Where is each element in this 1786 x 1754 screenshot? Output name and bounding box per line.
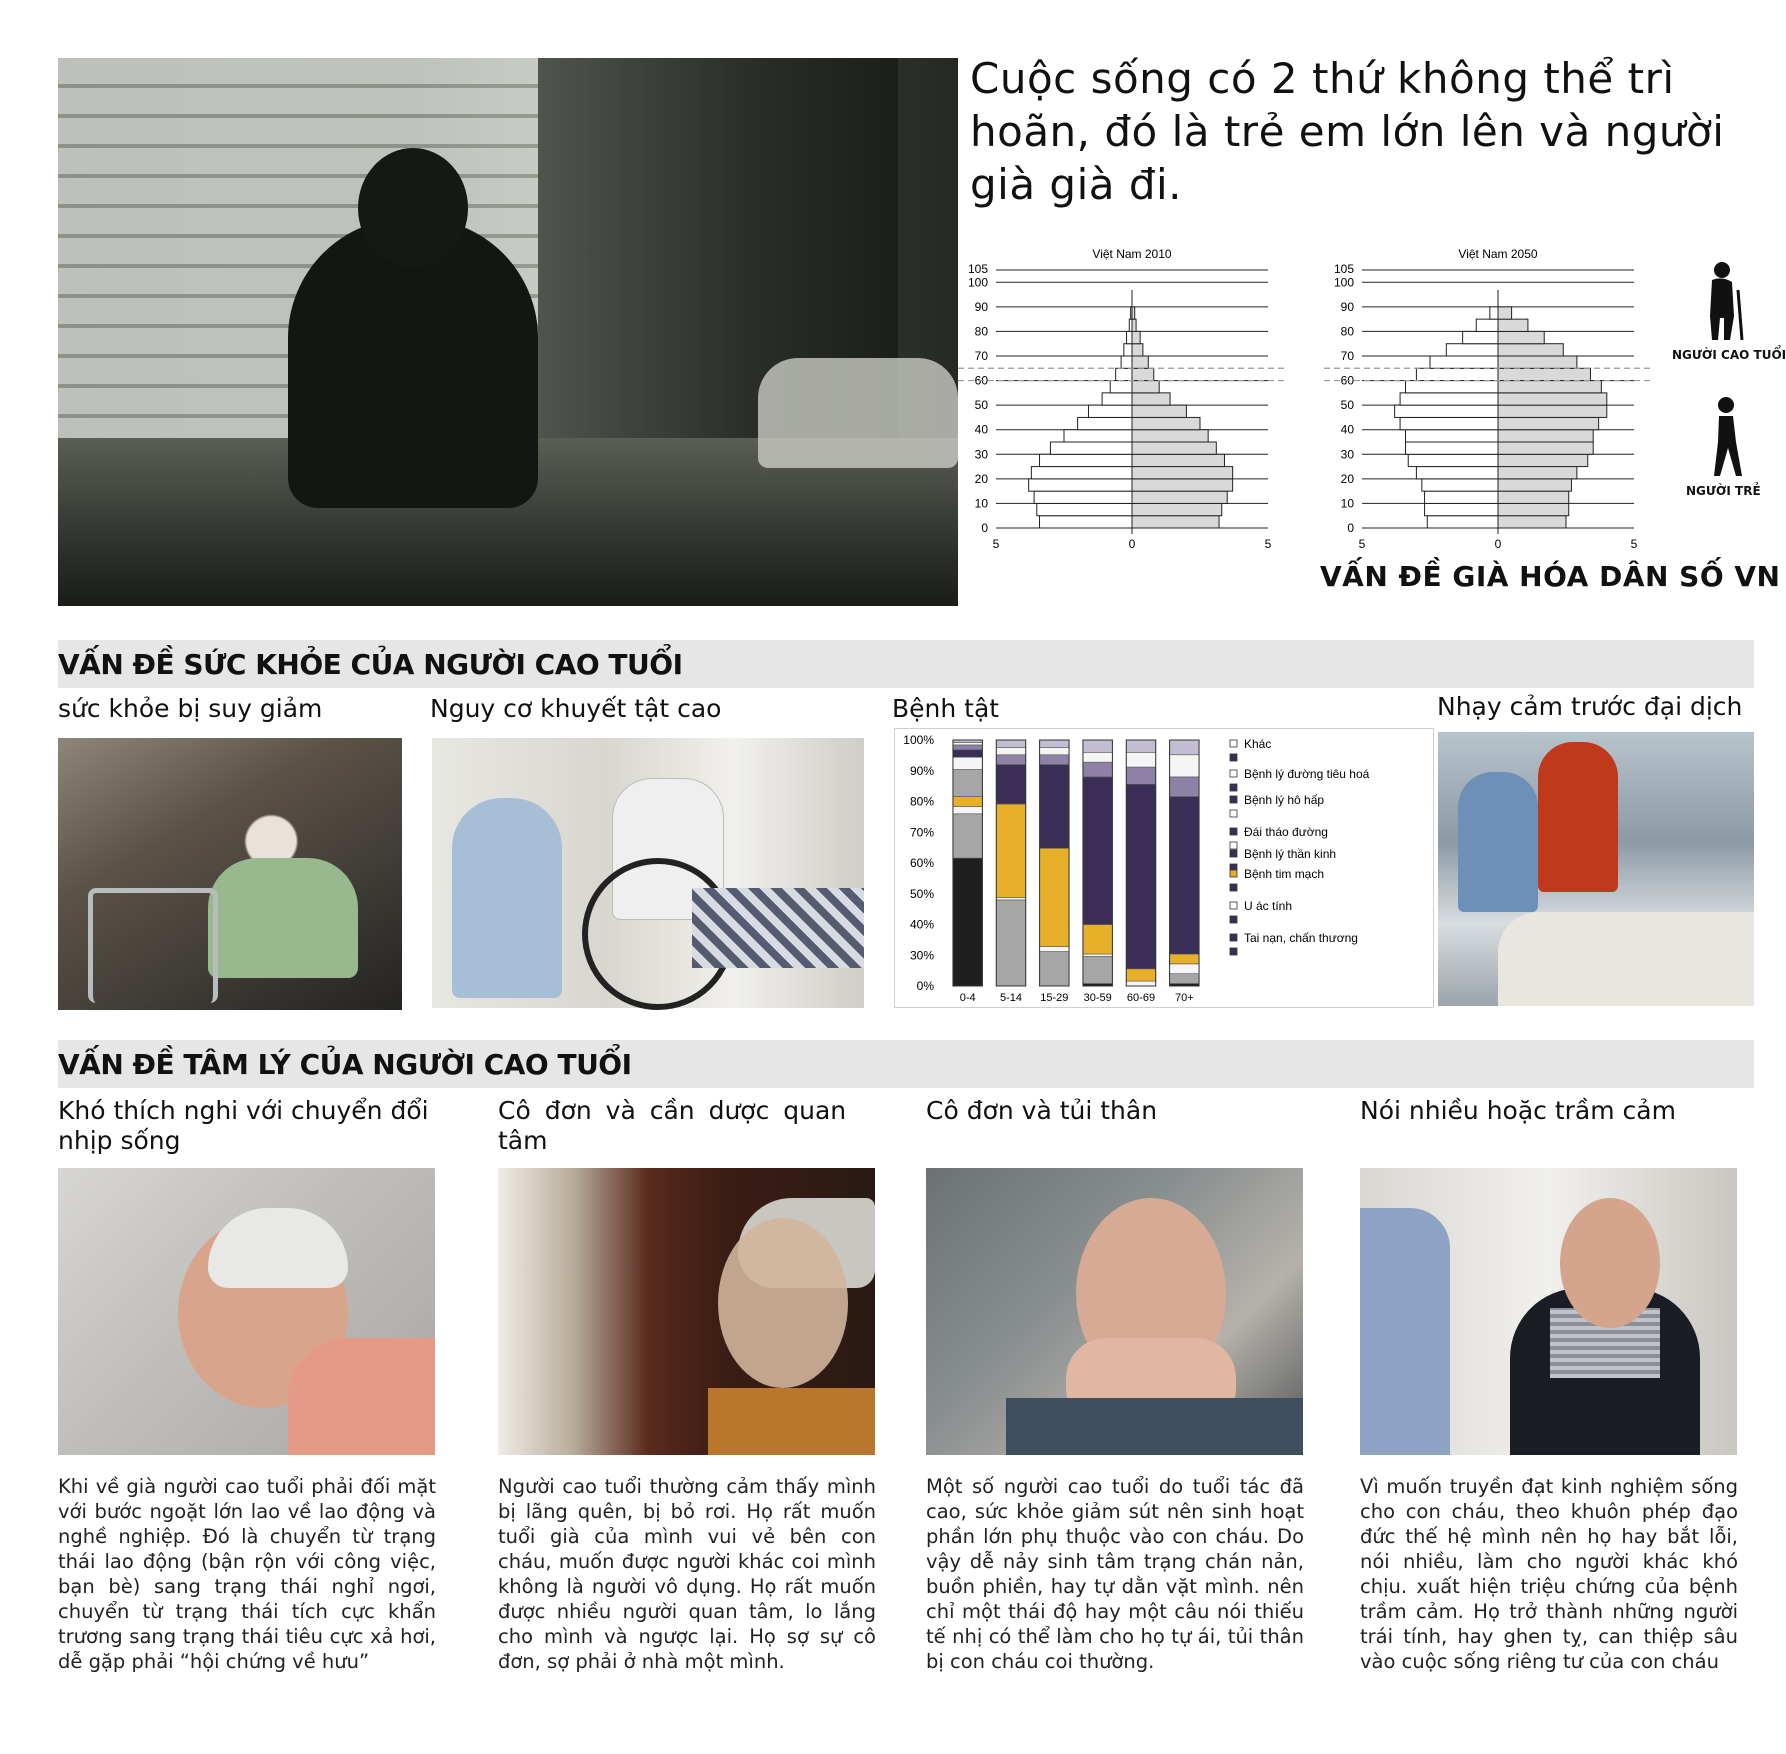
- y-tick-label: 60: [974, 373, 988, 388]
- pyramid-bar-male: [1400, 393, 1498, 405]
- y-tick-label: 0%: [916, 979, 934, 993]
- psych-text-lonely-care: Người cao tuổi thường cảm thấy mình bị lãng quên, bị bỏ rơi. Họ rất muốn tuổi già của mình vui vẻ bên con cháu, muốn được người khác coi mình không là người vô dụng. Họ rất muốn được nhiều người quan tâm, lo lắng cho mình và ngược lại. Họ sợ sự cô đơn, sợ phải ở nhà một mình.: [498, 1475, 876, 1673]
- x-tick-label: 5: [1630, 537, 1638, 551]
- y-tick-label: 10: [1340, 496, 1354, 511]
- pyramid-bar-male: [1121, 356, 1132, 368]
- caregiver: [1360, 1208, 1450, 1455]
- y-tick-label: 90%: [909, 763, 934, 778]
- pyramid-bar-male: [1425, 503, 1498, 515]
- pyramid-bar-female: [1498, 454, 1588, 466]
- legend-swatch: [1230, 948, 1237, 955]
- young-label: NGƯỜI TRẺ: [1686, 484, 1761, 498]
- pyramid-bar-male: [1078, 417, 1132, 429]
- legend-label: Tai nạn, chấn thương: [1244, 931, 1358, 945]
- pyramid-bar-male: [1400, 417, 1498, 429]
- elderly-label: NGƯỜI CAO TUỔI: [1672, 348, 1786, 362]
- pyramid-bar-male: [1127, 331, 1132, 343]
- bar-segment: [1126, 752, 1155, 767]
- bar-segment: [1083, 740, 1112, 752]
- bar-segment: [953, 757, 982, 769]
- pyramid-bar-male: [1406, 442, 1498, 454]
- hero-photo-elderly-at-window: [58, 58, 958, 606]
- y-tick-label: 30: [1340, 447, 1354, 462]
- pyramid-bar-female: [1132, 430, 1208, 442]
- health-heading-pandemic: Nhạy cảm trước đại dịch: [1437, 692, 1743, 721]
- bar-segment: [1040, 952, 1069, 986]
- pyramid-bar-female: [1498, 417, 1599, 429]
- pyramid-bar-female: [1498, 430, 1593, 442]
- pyramid-bar-male: [1124, 344, 1132, 356]
- y-tick-label: 30%: [909, 948, 934, 963]
- bar-segment: [996, 747, 1025, 754]
- y-tick-label: 40: [1340, 422, 1354, 437]
- pyramid-bar-female: [1498, 467, 1577, 479]
- pyramid-bar-female: [1132, 344, 1143, 356]
- y-tick-label: 60%: [909, 856, 934, 870]
- health-heading-disease: Bệnh tật: [892, 694, 1000, 723]
- psych-text-self-pity: Một số người cao tuổi do tuổi tác đã cao, sức khỏe giảm sút nên sinh hoạt phần lớn phụ thuộc vào con cháu. Do vậy dễ nảy sinh tâm trạng chán nản, buồn phiền, hay tự dằn vặt mình. nên chỉ một thái độ hay một câu nói thiếu tế nhị có thể làm cho họ tự ái, tủi thân bị con cháu coi thường.: [926, 1475, 1304, 1673]
- pyramid-bar-male: [1446, 344, 1498, 356]
- legend-label: Bệnh tim mạch: [1244, 867, 1325, 881]
- bar-segment: [1040, 747, 1069, 754]
- bed-cover: [692, 888, 864, 968]
- pyramid-bar-male: [1408, 454, 1498, 466]
- x-tick-label: 5: [1358, 537, 1366, 551]
- pyramid-bar-male: [1416, 368, 1498, 380]
- y-tick-label: 80: [1340, 324, 1354, 339]
- y-tick-label: 20: [974, 471, 988, 486]
- legend-label: U ác tính: [1244, 899, 1293, 913]
- legend-swatch: [1230, 754, 1237, 761]
- pyramid-title: Việt Nam 2050: [1458, 247, 1538, 261]
- legend-label: Bệnh lý hô hấp: [1244, 793, 1325, 807]
- pyramid-bar-male: [1031, 467, 1132, 479]
- pyramid-bar-female: [1132, 417, 1200, 429]
- pyramid-bar-female: [1498, 516, 1566, 528]
- legend-swatch: [1230, 850, 1237, 857]
- y-tick-label: 70%: [909, 825, 934, 840]
- pyramid-bar-male: [1406, 381, 1498, 393]
- pyramid-bar-female: [1132, 479, 1233, 491]
- pyramid-bar-male: [1463, 331, 1498, 343]
- photo-nurse-wheelchair: [432, 738, 864, 1008]
- pyramid-bar-male: [1406, 430, 1498, 442]
- pyramid-bar-female: [1132, 331, 1140, 343]
- pyramid-section-title: VẤN ĐỀ GIÀ HÓA DÂN SỐ VN: [1320, 560, 1781, 593]
- pyramid-bar-male: [1476, 319, 1498, 331]
- pyramid-bar-male: [1102, 393, 1132, 405]
- psych-heading-adapt: Khó thích nghi với chuyển đổi nhịp sống: [58, 1096, 429, 1155]
- bar-segment: [953, 797, 982, 807]
- y-tick-label: 60: [1340, 373, 1354, 388]
- bar-segment: [953, 750, 982, 757]
- elderly-head: [358, 148, 468, 268]
- bar-segment: [1126, 969, 1155, 981]
- bar-segment: [1170, 797, 1199, 954]
- x-tick-label: 30-59: [1083, 992, 1112, 1004]
- legend-swatch: [1230, 902, 1237, 909]
- bar-segment: [1170, 755, 1199, 777]
- legend-swatch: [1230, 934, 1237, 941]
- bar-segment: [953, 770, 982, 797]
- health-heading-decline: sức khỏe bị suy giảm: [58, 694, 323, 723]
- pyramid-bar-male: [1110, 381, 1132, 393]
- pyramid-bar-female: [1132, 491, 1227, 503]
- photo-pensive-elderly-man: [58, 1168, 435, 1455]
- pyramid-bar-female: [1498, 479, 1571, 491]
- pyramid-bar-male: [1064, 430, 1132, 442]
- legend-swatch: [1230, 870, 1237, 877]
- bar-segment: [1083, 752, 1112, 762]
- bar-segment: [1040, 740, 1069, 747]
- bar-segment: [1170, 740, 1199, 755]
- x-tick-label: 0: [1494, 537, 1502, 551]
- pyramid-bar-female: [1132, 381, 1159, 393]
- y-tick-label: 90: [974, 299, 988, 314]
- bar-segment: [996, 755, 1025, 765]
- legend-swatch: [1230, 916, 1237, 923]
- pyramid-bar-male: [1037, 503, 1132, 515]
- pyramid-bar-female: [1498, 442, 1593, 454]
- headline-quote: Cuộc sống có 2 thứ không thể trì hoãn, đó là trẻ em lớn lên và người già già đi.: [970, 54, 1725, 209]
- psych-text-adapt: Khi về già người cao tuổi phải đối mặt với bước ngoặt lớn lao về lao động và nghề nghiệp. Đó là chuyển từ trạng thái lao động (bận rộn với công việc, bạn bè) sang trạng thái nghỉ ngơi, chuyển từ trạng thái tích cực khẩn trương sang trạng thái tiêu cực xả hơi, dễ gặp phải “hội chứng về hưu”: [58, 1475, 436, 1673]
- legend-label: Khác: [1244, 737, 1272, 751]
- bar-segment: [1040, 755, 1069, 765]
- photo-elderly-woman-hands-clasped: [926, 1168, 1303, 1455]
- bar-segment: [953, 742, 982, 744]
- pyramid-bar-male: [1050, 442, 1132, 454]
- y-tick-label: 40%: [909, 917, 934, 932]
- x-tick-label: 15-29: [1040, 992, 1069, 1004]
- bar-segment: [996, 900, 1025, 986]
- pyramid-bar-female: [1132, 442, 1216, 454]
- bar-segment: [1083, 954, 1112, 956]
- psych-text-talkative: Vì muốn truyền đạt kinh nghiệm sống cho con cháu, theo khuôn phép đạo đức thế hệ mình nên họ hay bắt lỗi, nói nhiều, làm cho người khác khó chịu. xuất hiện triệu chứng của bệnh trầm cảm. Họ trở thành những người trái tính, hay ghen tỵ, can thiệp sâu vào cuộc sống riêng tư của con cháu: [1360, 1475, 1738, 1673]
- y-tick-label: 0: [1347, 521, 1354, 535]
- bar-segment: [996, 765, 1025, 804]
- pyramid-bar-female: [1498, 503, 1569, 515]
- pyramid-bar-male: [1490, 307, 1498, 319]
- bar-segment: [1170, 974, 1199, 984]
- bar-segment: [1083, 762, 1112, 777]
- legend-swatch: [1230, 884, 1237, 891]
- pyramid-bar-male: [1088, 405, 1132, 417]
- bar-segment: [1083, 925, 1112, 955]
- pyramid-bar-female: [1498, 405, 1607, 417]
- pyramid-bar-male: [1427, 516, 1498, 528]
- legend-swatch: [1230, 828, 1237, 835]
- pyramid-bar-female: [1132, 368, 1154, 380]
- bar-segment: [1126, 740, 1155, 752]
- photo-elderly-woman-window: [498, 1168, 875, 1455]
- bar-segment: [953, 745, 982, 750]
- legend-swatch: [1230, 770, 1237, 777]
- y-tick-label: 100%: [903, 733, 934, 747]
- bar-segment: [1083, 956, 1112, 983]
- pillow: [758, 358, 958, 468]
- pyramid-bar-female: [1132, 467, 1233, 479]
- pyramid-bar-male: [1116, 368, 1132, 380]
- population-pyramid-2050: [1324, 240, 1654, 552]
- pyramid-title: Việt Nam 2010: [1092, 247, 1172, 261]
- bar-segment: [1170, 954, 1199, 964]
- y-tick-label: 50: [1340, 398, 1354, 413]
- nurse: [452, 798, 562, 998]
- bar-segment: [1040, 765, 1069, 849]
- pyramid-bar-female: [1498, 307, 1512, 319]
- pyramid-bar-female: [1132, 393, 1170, 405]
- bar-segment: [1040, 947, 1069, 952]
- y-tick-label: 70: [974, 349, 988, 363]
- bar-segment: [953, 806, 982, 813]
- medical-worker-blue: [1458, 772, 1538, 912]
- bar-segment: [953, 814, 982, 858]
- pyramid-bar-male: [1416, 467, 1498, 479]
- x-tick-label: 60-69: [1126, 992, 1156, 1004]
- pyramid-bar-female: [1132, 516, 1219, 528]
- young-person-icon: [1704, 396, 1748, 478]
- pyramid-bar-female: [1498, 319, 1528, 331]
- elderly-person-icon: [1700, 260, 1748, 342]
- y-tick-label: 105: [1333, 262, 1354, 276]
- bar-segment: [1126, 767, 1155, 784]
- bar-segment: [1170, 777, 1199, 797]
- y-tick-label: 10: [974, 496, 988, 511]
- x-tick-label: 70+: [1174, 992, 1194, 1004]
- legend-swatch: [1230, 740, 1237, 747]
- y-tick-label: 90: [1340, 299, 1354, 314]
- disease-stacked-bar-chart: [894, 728, 1434, 1008]
- bar-segment: [1083, 777, 1112, 925]
- legend-label: Bệnh lý đường tiêu hoá: [1244, 767, 1370, 781]
- x-tick-label: 0: [1128, 537, 1136, 551]
- bar-segment: [953, 858, 982, 986]
- health-section-title: VẤN ĐỀ SỨC KHỎE CỦA NGƯỜI CAO TUỔI: [58, 648, 683, 681]
- psych-heading-self-pity: Cô đơn và tủi thân: [926, 1096, 1158, 1125]
- photo-elderly-man-conversation: [1360, 1168, 1737, 1455]
- pyramid-bar-male: [1034, 491, 1132, 503]
- y-tick-label: 80: [974, 324, 988, 339]
- y-tick-label: 80%: [909, 794, 934, 809]
- x-tick-label: 0-4: [959, 992, 976, 1004]
- pyramid-bar-male: [1040, 516, 1132, 528]
- bar-segment: [1126, 981, 1155, 986]
- psych-section-bar: [58, 1040, 1754, 1088]
- x-tick-label: 5: [992, 537, 1000, 551]
- psych-heading-talkative: Nói nhiều hoặc trầm cảm: [1360, 1096, 1676, 1125]
- health-heading-disability: Nguy cơ khuyết tật cao: [430, 694, 722, 723]
- bar-segment: [996, 804, 1025, 897]
- population-pyramid-2010: [958, 240, 1288, 552]
- medical-worker-red: [1538, 742, 1618, 892]
- pyramid-bar-female: [1498, 491, 1569, 503]
- pyramid-bar-male: [1029, 479, 1132, 491]
- pyramid-bar-male: [1422, 479, 1498, 491]
- pyramid-bar-male: [1425, 491, 1498, 503]
- legend-label: Đái tháo đường: [1244, 825, 1328, 839]
- y-tick-label: 30: [974, 447, 988, 462]
- photo-elderly-with-walker: [58, 738, 402, 1010]
- pyramid-bar-female: [1132, 454, 1224, 466]
- pyramid-bar-female: [1498, 381, 1601, 393]
- pyramid-bar-male: [1040, 454, 1132, 466]
- y-tick-label: 105: [967, 262, 988, 276]
- y-tick-label: 50%: [909, 886, 934, 901]
- pyramid-bar-female: [1498, 331, 1544, 343]
- bar-segment: [996, 897, 1025, 899]
- pyramid-bar-female: [1132, 319, 1136, 331]
- pyramid-bar-male: [1395, 405, 1498, 417]
- legend-swatch: [1230, 842, 1237, 849]
- legend-swatch: [1230, 796, 1237, 803]
- bar-segment: [1170, 964, 1199, 974]
- y-tick-label: 70: [1340, 349, 1354, 363]
- patient-in-bed: [1498, 912, 1754, 1006]
- bar-segment: [996, 740, 1025, 747]
- psych-section-title: VẤN ĐỀ TÂM LÝ CỦA NGƯỜI CAO TUỔI: [58, 1048, 632, 1081]
- y-tick-label: 100: [1333, 275, 1354, 290]
- y-tick-label: 0: [981, 521, 988, 535]
- legend-swatch: [1230, 784, 1237, 791]
- bar-segment: [1040, 848, 1069, 946]
- y-tick-label: 50: [974, 398, 988, 413]
- y-tick-label: 100: [967, 275, 988, 290]
- legend-label: Bệnh lý thần kinh: [1244, 847, 1337, 861]
- legend-swatch: [1230, 810, 1237, 817]
- bar-segment: [1126, 784, 1155, 969]
- psych-heading-lonely-care: Cô đơn và cần dược quan tâm: [498, 1096, 847, 1155]
- pyramid-bar-female: [1132, 405, 1186, 417]
- pyramid-bar-female: [1498, 344, 1563, 356]
- x-tick-label: 5-14: [999, 992, 1023, 1004]
- photo-hospital-pandemic: [1438, 732, 1754, 1006]
- y-tick-label: 40: [974, 422, 988, 437]
- pyramid-bar-male: [1430, 356, 1498, 368]
- walker: [88, 888, 218, 1003]
- pyramid-bar-female: [1498, 368, 1590, 380]
- pyramid-bar-female: [1132, 503, 1222, 515]
- pyramid-bar-female: [1498, 356, 1577, 368]
- x-tick-label: 5: [1264, 537, 1272, 551]
- health-section-bar: [58, 640, 1754, 688]
- pyramid-bar-female: [1132, 356, 1148, 368]
- y-tick-label: 20: [1340, 471, 1354, 486]
- pyramid-bar-female: [1498, 393, 1607, 405]
